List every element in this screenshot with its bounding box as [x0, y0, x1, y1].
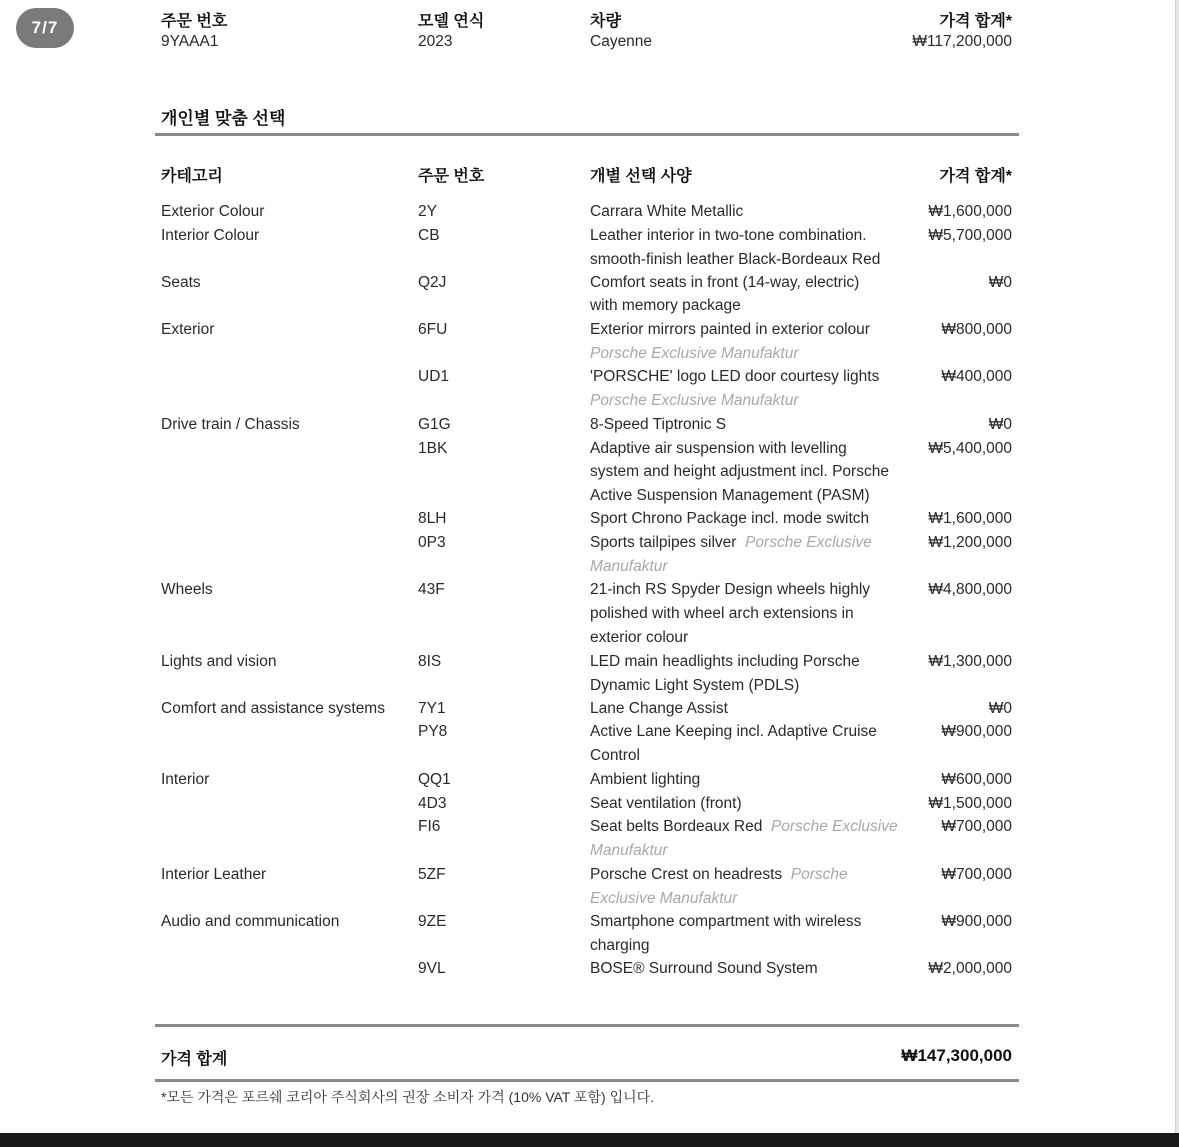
row-manufaktur-note: Exclusive Manufaktur: [590, 890, 738, 907]
row-category: Lights and vision: [161, 653, 277, 670]
row-price: ₩700,000: [941, 818, 1012, 835]
summary-header-order-no: 주문 번호: [161, 13, 228, 30]
row-code: 4D3: [418, 795, 447, 812]
row-option-line: 'PORSCHE' logo LED door courtesy lights: [590, 368, 880, 385]
row-option-line: Control: [590, 747, 640, 764]
row-price: ₩900,000: [941, 723, 1012, 740]
row-price: ₩700,000: [941, 866, 1012, 883]
row-option-text: Seat belts Bordeaux Red: [590, 818, 763, 835]
row-code: Q2J: [418, 274, 447, 291]
bottom-bar: [0, 1133, 1179, 1147]
row-code: 7Y1: [418, 700, 446, 717]
row-option-line: Leather interior in two-tone combination.: [590, 227, 867, 244]
row-price: ₩1,500,000: [928, 795, 1012, 812]
total-divider-top: [155, 1024, 1019, 1027]
row-option-text: Porsche Crest on headrests: [590, 866, 783, 883]
row-code: 0P3: [418, 534, 446, 551]
row-option-line: BOSE® Surround Sound System: [590, 960, 818, 977]
row-code: 1BK: [418, 440, 448, 457]
page-edge: [1175, 0, 1179, 1133]
summary-model-year: 2023: [418, 33, 453, 50]
row-code: 8LH: [418, 510, 447, 527]
summary-header-price-total: 가격 합계*: [939, 13, 1012, 30]
row-price: ₩2,000,000: [928, 960, 1012, 977]
row-price: ₩4,800,000: [928, 581, 1012, 598]
row-option-line: Ambient lighting: [590, 771, 701, 788]
footnote: *모든 가격은 포르쉐 코리아 주식회사의 권장 소비자 가격 (10% VAT 포함) 입니다.: [161, 1089, 655, 1105]
summary-header-model-year: 모델 연식: [418, 13, 485, 30]
row-code: FI6: [418, 818, 441, 835]
table-header-option: 개별 선택 사양: [590, 168, 692, 185]
summary-header-vehicle: 차량: [590, 13, 621, 30]
row-option-line: [590, 534, 872, 552]
row-category: Seats: [161, 274, 201, 291]
row-option-line: 8-Speed Tiptronic S: [590, 416, 727, 433]
row-code: 2Y: [418, 203, 437, 220]
row-option-text: Sports tailpipes silver: [590, 534, 737, 551]
row-code: 5ZF: [418, 866, 446, 883]
row-price: ₩0: [988, 700, 1012, 717]
row-price: ₩5,400,000: [928, 440, 1012, 457]
row-price: ₩0: [988, 274, 1012, 291]
row-code: 9VL: [418, 960, 446, 977]
row-code: PY8: [418, 723, 448, 740]
row-manufaktur-inline: Porsche: [790, 866, 848, 883]
row-price: ₩1,300,000: [928, 653, 1012, 670]
row-option-line: 21-inch RS Spyder Design wheels highly: [590, 581, 871, 598]
row-option-line: charging: [590, 937, 650, 954]
row-option-line: polished with wheel arch extensions in: [590, 605, 854, 622]
summary-order-no: 9YAAA1: [161, 33, 219, 50]
row-price: ₩1,200,000: [928, 534, 1012, 551]
row-option-line: Sport Chrono Package incl. mode switch: [590, 510, 870, 527]
row-manufaktur-note: Manufaktur: [590, 842, 668, 859]
table-header-price: 가격 합계*: [939, 168, 1012, 185]
row-price: ₩0: [988, 416, 1012, 433]
table-header-order-no: 주문 번호: [418, 168, 485, 185]
row-manufaktur-inline: Porsche Exclusive: [745, 534, 872, 551]
row-category: Interior Colour: [161, 227, 260, 244]
row-option-line: Active Suspension Management (PASM): [590, 487, 870, 504]
section-divider: [155, 133, 1019, 136]
row-price: ₩1,600,000: [928, 510, 1012, 527]
row-price: ₩900,000: [941, 913, 1012, 930]
row-code: G1G: [418, 416, 451, 433]
table-header-category: 카테고리: [161, 168, 223, 185]
row-manufaktur-inline: Porsche Exclusive: [770, 818, 898, 835]
row-option-line: smooth-finish leather Black-Bordeaux Red: [590, 251, 881, 268]
row-category: Interior Leather: [161, 866, 267, 883]
row-option-line: Active Lane Keeping incl. Adaptive Cruise: [590, 723, 877, 740]
total-label: 가격 합계: [161, 1051, 228, 1068]
summary-vehicle: Cayenne: [590, 33, 653, 50]
row-price: ₩800,000: [941, 321, 1012, 338]
row-category: Interior: [161, 771, 210, 788]
row-option-line: [590, 866, 848, 884]
total-value: ₩147,300,000: [901, 1046, 1012, 1065]
summary-price-total: ₩117,200,000: [912, 33, 1012, 50]
row-option-line: LED main headlights including Porsche: [590, 653, 860, 670]
row-category: Audio and communication: [161, 913, 340, 930]
row-option-line: Smartphone compartment with wireless: [590, 913, 862, 930]
row-code: 8IS: [418, 653, 442, 670]
row-code: 9ZE: [418, 913, 447, 930]
row-category: Comfort and assistance systems: [161, 700, 385, 717]
row-option-line: exterior colour: [590, 629, 689, 646]
row-price: ₩5,700,000: [928, 227, 1012, 244]
row-code: 43F: [418, 581, 445, 598]
row-code: 6FU: [418, 321, 448, 338]
row-category: Exterior Colour: [161, 203, 265, 220]
row-code: CB: [418, 227, 440, 244]
total-divider-bottom: [155, 1079, 1019, 1082]
row-category: Drive train / Chassis: [161, 416, 300, 433]
row-option-line: Seat ventilation (front): [590, 795, 742, 812]
row-option-line: Dynamic Light System (PDLS): [590, 677, 800, 694]
row-option-line: Carrara White Metallic: [590, 203, 744, 220]
row-code: QQ1: [418, 771, 451, 788]
section-title: 개인별 맞춤 선택: [161, 109, 286, 128]
row-category: Exterior: [161, 321, 215, 338]
row-option-line: Comfort seats in front (14-way, electric): [590, 274, 860, 291]
row-price: ₩600,000: [941, 771, 1012, 788]
row-price: ₩400,000: [941, 368, 1012, 385]
page-counter-badge: 7/7: [16, 8, 74, 48]
row-option-line: Lane Change Assist: [590, 700, 728, 717]
row-option-line: system and height adjustment incl. Porsche: [590, 463, 889, 480]
row-option-line: Adaptive air suspension with levelling: [590, 440, 847, 457]
row-option-line: with memory package: [590, 297, 741, 314]
row-category: Wheels: [161, 581, 213, 598]
row-manufaktur-note: Porsche Exclusive Manufaktur: [590, 345, 799, 362]
row-manufaktur-note: Manufaktur: [590, 558, 668, 575]
row-manufaktur-note: Porsche Exclusive Manufaktur: [590, 392, 799, 409]
row-option-line: Exterior mirrors painted in exterior colour: [590, 321, 870, 338]
row-code: UD1: [418, 368, 450, 385]
row-price: ₩1,600,000: [928, 203, 1012, 220]
